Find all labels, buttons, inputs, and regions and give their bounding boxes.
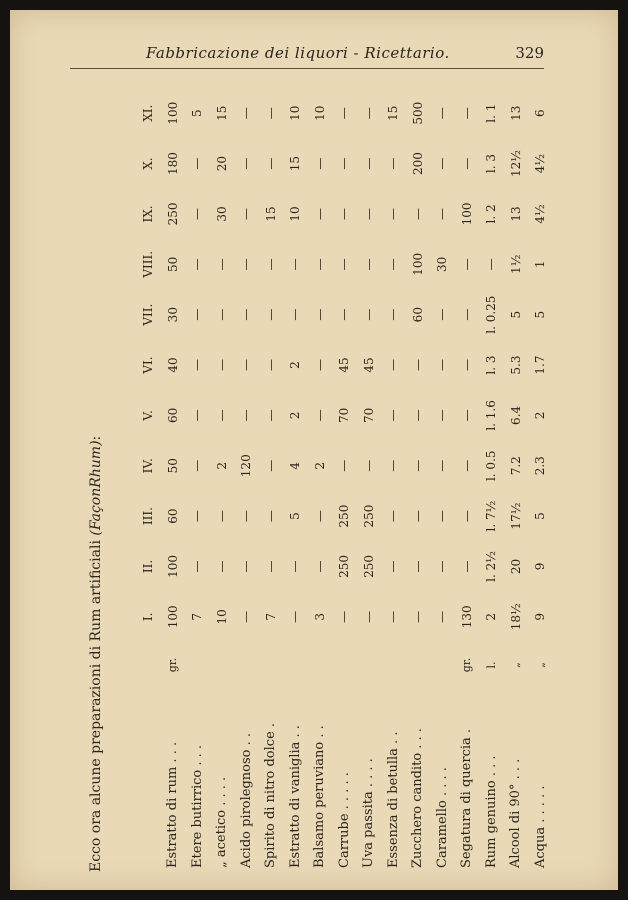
ingredient-name: Acido pirolegnoso	[238, 749, 254, 868]
quantity-cell: —	[337, 207, 352, 220]
quantity-cell: 2	[288, 411, 303, 420]
quantity-cell: 200	[410, 152, 425, 176]
quantity-cell: 15	[386, 105, 401, 121]
quantity-cell: —	[263, 459, 278, 472]
running-header	[70, 44, 544, 69]
quantity-cell: 6.4	[508, 405, 523, 425]
ingredient-name-cell	[161, 688, 186, 880]
table-row	[455, 88, 480, 880]
quantity-cell: 130	[459, 605, 474, 629]
quantity-cell: —	[410, 207, 425, 220]
quantity-cell: —	[312, 157, 327, 170]
ingredient-name: Essenza di betulla	[385, 748, 401, 868]
running-title: Fabbricazione dei liquori - Ricettario.	[146, 44, 450, 62]
quantity-cell: —	[459, 258, 474, 271]
ingredient-name-cell	[234, 688, 259, 880]
quantity-cell: —	[459, 510, 474, 523]
leader-dots: . .	[385, 731, 401, 744]
table-body	[161, 88, 553, 880]
rotated-content	[70, 88, 550, 880]
quantity-cell: l. 7½	[484, 500, 499, 532]
quantity-cell: 70	[337, 407, 352, 424]
quantity-cell: —	[361, 459, 376, 472]
quantity-cell: —	[459, 107, 474, 120]
quantity-cell: l. 2	[484, 204, 499, 224]
quantity-cell: —	[263, 258, 278, 271]
unit-cell: l.	[484, 661, 498, 669]
ingredient-name-cell	[185, 688, 210, 880]
quantity-cell: —	[190, 157, 205, 170]
quantity-cell: —	[435, 359, 450, 372]
leader-dots: . . .	[508, 758, 524, 780]
quantity-cell: —	[459, 409, 474, 422]
ingredient-name-cell	[455, 688, 480, 880]
table-row	[283, 88, 308, 880]
leader-dots: . . .	[165, 741, 181, 763]
quantity-cell: 500	[410, 101, 425, 125]
quantity-cell: —	[435, 207, 450, 220]
quantity-cell: —	[410, 459, 425, 472]
quantity-cell: l. 2½	[484, 551, 499, 582]
ingredient-name: Estratto di rum	[165, 766, 181, 868]
quantity-cell: —	[435, 459, 450, 472]
quantity-cell: 2	[533, 411, 548, 420]
table-row	[381, 88, 406, 880]
ingredient-name-cell	[528, 688, 553, 880]
quantity-cell: —	[190, 359, 205, 372]
quantity-cell: —	[239, 157, 254, 170]
quantity-cell: 15	[288, 155, 303, 172]
page-number: 329	[515, 44, 544, 62]
quantity-cell: 13	[508, 105, 523, 121]
quantity-cell: 7.2	[508, 456, 523, 476]
unit-cell	[234, 642, 259, 688]
quantity-cell: l. 1	[484, 103, 499, 123]
quantity-cell: —	[214, 510, 229, 523]
quantity-cell: 9	[533, 562, 548, 571]
quantity-cell: —	[263, 560, 278, 573]
quantity-cell: —	[459, 359, 474, 372]
quantity-cell: —	[459, 157, 474, 170]
quantity-cell: 100	[165, 555, 180, 578]
quantity-cell: —	[190, 459, 205, 472]
table-row	[185, 88, 210, 880]
quantity-cell: 13	[508, 206, 523, 222]
quantity-cell: —	[386, 308, 401, 321]
quantity-cell: 2	[312, 461, 327, 470]
quantity-cell: 250	[337, 555, 352, 578]
intro-colon: :	[88, 435, 104, 441]
unit-cell	[357, 642, 382, 688]
quantity-cell: —	[386, 459, 401, 472]
quantity-cell: —	[410, 359, 425, 372]
ingredient-name-cell	[283, 688, 308, 880]
quantity-cell: —	[239, 107, 254, 120]
quantity-cell: l. 1.6	[484, 400, 499, 431]
quantity-cell: —	[361, 207, 376, 220]
quantity-cell: 17½	[508, 502, 523, 530]
quantity-cell: 4	[288, 461, 303, 470]
table-row	[259, 88, 284, 880]
quantity-cell: 10	[288, 105, 303, 121]
leader-dots: .	[263, 722, 279, 728]
quantity-cell: 5.3	[508, 355, 523, 375]
unit-cell	[283, 642, 308, 688]
recipe-column-header: III.	[141, 507, 156, 526]
quantity-cell: —	[312, 409, 327, 422]
quantity-cell: —	[214, 359, 229, 372]
unit-cell	[406, 642, 431, 688]
quantity-cell: —	[263, 359, 278, 372]
leader-dots: . . . . .	[532, 785, 548, 823]
unit-cell	[430, 642, 455, 688]
ingredient-name-cell	[210, 688, 235, 880]
quantity-cell: 2.3	[533, 456, 548, 476]
quantity-cell: —	[435, 510, 450, 523]
quantity-cell: 30	[165, 307, 180, 323]
quantity-cell: 30	[435, 256, 450, 272]
quantity-cell: 100	[165, 101, 180, 125]
unit-cell	[332, 642, 357, 688]
unit-column-header	[136, 642, 161, 688]
quantity-cell: —	[263, 308, 278, 321]
leader-dots: . .	[287, 725, 303, 738]
unit-cell: gr.	[166, 657, 180, 673]
ingredient-name-cell	[332, 688, 357, 880]
table-row	[210, 88, 235, 880]
ingredient-name: Uva passita	[361, 791, 377, 868]
quantity-cell: —	[337, 107, 352, 120]
leader-dots: . . . .	[434, 767, 450, 797]
quantity-cell: —	[361, 258, 376, 271]
quantity-cell: —	[239, 610, 254, 623]
unit-cell	[308, 642, 333, 688]
quantity-cell: —	[239, 560, 254, 573]
ingredient-name-cell	[406, 688, 431, 880]
leader-dots: . . .	[410, 728, 426, 749]
ingredient-name: Caramello	[434, 800, 450, 868]
ingredient-name-cell	[259, 688, 284, 880]
quantity-cell: 10	[312, 105, 327, 121]
quantity-cell: —	[459, 459, 474, 472]
quantity-cell: —	[361, 610, 376, 623]
table-row	[528, 88, 553, 880]
quantity-cell: —	[214, 560, 229, 573]
table-row	[332, 88, 357, 880]
quantity-cell: 12½	[508, 150, 523, 178]
table-row	[406, 88, 431, 880]
quantity-cell: —	[312, 560, 327, 573]
quantity-cell: 20	[508, 558, 523, 575]
quantity-cell: 2	[288, 361, 303, 369]
quantity-cell: 9	[533, 613, 548, 621]
leader-dots: . . . .	[361, 758, 377, 788]
quantity-cell: —	[337, 258, 352, 271]
quantity-cell: —	[263, 107, 278, 120]
quantity-cell: 10	[288, 206, 303, 222]
quantity-cell: —	[288, 560, 303, 573]
table-row	[504, 88, 529, 880]
book-page	[10, 10, 618, 890]
unit-cell	[259, 642, 284, 688]
quantity-cell: 10	[214, 609, 229, 625]
quantity-cell: —	[361, 308, 376, 321]
quantity-cell: —	[312, 258, 327, 271]
quantity-cell: —	[214, 308, 229, 321]
quantity-cell: 100	[410, 252, 425, 276]
quantity-cell: 120	[239, 454, 254, 478]
quantity-cell: —	[435, 308, 450, 321]
ingredient-name-cell	[308, 688, 333, 880]
recipe-block	[70, 88, 550, 880]
quantity-cell: —	[386, 560, 401, 573]
ingredient-name: Etere butirrico	[189, 769, 205, 868]
quantity-cell: —	[337, 308, 352, 321]
quantity-cell: —	[312, 207, 327, 220]
quantity-cell: —	[435, 560, 450, 573]
table-row	[234, 88, 259, 880]
quantity-cell: l. 3	[484, 355, 499, 375]
quantity-cell: —	[484, 258, 499, 271]
quantity-cell: 5	[288, 512, 303, 520]
quantity-cell: 5	[190, 109, 205, 118]
quantity-cell: —	[239, 207, 254, 220]
quantity-cell: —	[459, 308, 474, 321]
recipe-column-header: VII.	[141, 303, 156, 326]
quantity-cell: 15	[263, 206, 278, 222]
intro-parenthetical: (FaçonRhum)	[88, 440, 104, 536]
quantity-cell: 4½	[533, 204, 548, 224]
quantity-cell: —	[214, 258, 229, 271]
quantity-cell: 7	[190, 613, 205, 621]
quantity-cell: —	[263, 510, 278, 523]
quantity-cell: 100	[459, 202, 474, 226]
recipe-column-header: I.	[141, 612, 156, 622]
quantity-cell: —	[190, 207, 205, 220]
quantity-cell: 5	[508, 310, 523, 319]
quantity-cell: —	[239, 409, 254, 422]
quantity-cell: —	[190, 258, 205, 271]
unit-cell: „	[533, 662, 547, 668]
quantity-cell: —	[288, 610, 303, 623]
quantity-cell: —	[410, 560, 425, 573]
quantity-cell: —	[190, 510, 205, 523]
quantity-cell: 1	[533, 260, 548, 269]
quantity-cell: 50	[165, 256, 180, 272]
ingredient-name: Balsamo peruviano	[312, 741, 328, 868]
quantity-cell: —	[190, 409, 205, 422]
quantity-cell: 30	[214, 206, 229, 222]
quantity-cell: —	[337, 157, 352, 170]
quantity-cell: 45	[337, 357, 352, 373]
quantity-cell: —	[361, 157, 376, 170]
quantity-cell: 20	[214, 155, 229, 172]
quantity-cell: 180	[165, 152, 180, 176]
quantity-cell: —	[435, 157, 450, 170]
leader-dots: . . . . .	[336, 772, 352, 810]
ingredient-name: Acqua	[532, 826, 548, 868]
quantity-cell: —	[263, 409, 278, 422]
ingredient-name-cell	[430, 688, 455, 880]
quantity-cell: 70	[361, 407, 376, 424]
quantity-cell: 250	[361, 555, 376, 578]
unit-cell	[381, 642, 406, 688]
quantity-cell: —	[239, 510, 254, 523]
quantity-cell: 1½	[508, 254, 523, 274]
leader-dots: . . .	[189, 744, 205, 766]
recipe-column-header: X.	[141, 157, 156, 170]
quantity-cell: 4½	[533, 153, 548, 174]
quantity-cell: 2	[214, 461, 229, 470]
ingredient-name-cell	[357, 688, 382, 880]
quantity-cell: —	[337, 610, 352, 623]
quantity-cell: —	[435, 610, 450, 623]
quantity-cell: —	[190, 560, 205, 573]
header-row	[136, 88, 161, 880]
quantity-cell: —	[239, 258, 254, 271]
quantity-cell: —	[386, 510, 401, 523]
ingredient-name: Segatura di quercia	[459, 737, 475, 868]
quantity-cell: —	[312, 359, 327, 372]
quantity-cell: —	[386, 409, 401, 422]
quantity-cell: 50	[165, 458, 180, 474]
table-row	[479, 88, 504, 880]
quantity-cell: 15	[214, 105, 229, 121]
leader-dots: . .	[238, 732, 254, 746]
quantity-cell: —	[386, 207, 401, 220]
quantity-cell: 60	[165, 407, 180, 424]
quantity-cell: —	[263, 157, 278, 170]
recipe-table	[136, 88, 553, 880]
quantity-cell: —	[435, 107, 450, 120]
ingredient-name: Estratto di vaniglia	[287, 741, 303, 868]
quantity-cell: l. 0.5	[484, 450, 499, 482]
intro-text: Ecco ora alcune preparazioni di Rum artificiali	[88, 540, 104, 872]
unit-cell: „	[509, 662, 523, 668]
recipe-column-header: XI.	[141, 104, 156, 122]
quantity-cell: —	[190, 308, 205, 321]
ingredient-name: Zucchero candito	[410, 752, 426, 868]
table-row	[308, 88, 333, 880]
recipe-column-header: VI.	[141, 356, 156, 374]
quantity-cell: —	[337, 459, 352, 472]
leader-dots: . . .	[483, 755, 499, 777]
quantity-cell: 250	[361, 504, 376, 528]
quantity-cell: 60	[410, 307, 425, 323]
table-row	[430, 88, 455, 880]
quantity-cell: —	[288, 258, 303, 271]
recipe-column-header: IV.	[141, 458, 156, 474]
ingredient-column-header	[136, 688, 161, 880]
leader-dots: . . . .	[214, 776, 230, 806]
quantity-cell: —	[288, 308, 303, 321]
quantity-cell: —	[410, 610, 425, 623]
quantity-cell: —	[386, 157, 401, 170]
ingredient-name-cell	[504, 688, 529, 880]
quantity-cell: l. 0.25	[484, 295, 499, 334]
quantity-cell: —	[312, 308, 327, 321]
quantity-cell: 250	[165, 202, 180, 226]
quantity-cell: —	[239, 359, 254, 372]
recipe-column-header: IX.	[141, 205, 156, 223]
recipe-column-header: II.	[141, 559, 156, 574]
ingredient-name-cell	[479, 688, 504, 880]
quantity-cell: l. 3	[484, 154, 499, 174]
quantity-cell: —	[386, 610, 401, 623]
quantity-cell: 5	[533, 512, 548, 520]
recipe-column-header: VIII.	[141, 250, 156, 278]
quantity-cell: —	[435, 409, 450, 422]
quantity-cell: 18½	[508, 603, 523, 631]
recipe-column-header: V.	[141, 410, 156, 421]
table-row	[357, 88, 382, 880]
quantity-cell: 6	[533, 109, 548, 118]
quantity-cell: 7	[263, 613, 278, 621]
quantity-cell: 100	[165, 605, 180, 629]
quantity-cell: —	[410, 510, 425, 523]
intro-sentence	[88, 436, 104, 872]
leader-dots: .	[459, 728, 475, 734]
quantity-cell: 40	[165, 357, 180, 373]
quantity-cell: —	[386, 258, 401, 271]
ingredient-name: Spirito di nitro dolce	[263, 731, 279, 868]
quantity-cell: 1.7	[533, 355, 548, 375]
quantity-cell: 2	[484, 613, 499, 621]
unit-cell	[185, 642, 210, 688]
quantity-cell: 5	[533, 310, 548, 319]
table-row	[161, 88, 186, 880]
quantity-cell: —	[312, 510, 327, 523]
ingredient-name: Alcool di 90°	[508, 783, 524, 868]
ingredient-name: „ acetico	[214, 809, 230, 868]
ingredient-name: Carrube	[336, 813, 352, 868]
quantity-cell: 60	[165, 508, 180, 524]
quantity-cell: 250	[337, 504, 352, 528]
quantity-cell: —	[214, 409, 229, 422]
quantity-cell: —	[410, 409, 425, 422]
ingredient-name-cell	[381, 688, 406, 880]
quantity-cell: 3	[312, 613, 327, 621]
unit-cell: gr.	[460, 657, 474, 673]
quantity-cell: —	[459, 560, 474, 573]
unit-cell	[210, 642, 235, 688]
leader-dots: . .	[312, 725, 328, 738]
quantity-cell: 45	[361, 357, 376, 373]
ingredient-name: Rum genuino	[483, 780, 499, 868]
quantity-cell: —	[361, 107, 376, 120]
quantity-cell: —	[239, 308, 254, 321]
quantity-cell: —	[386, 359, 401, 372]
